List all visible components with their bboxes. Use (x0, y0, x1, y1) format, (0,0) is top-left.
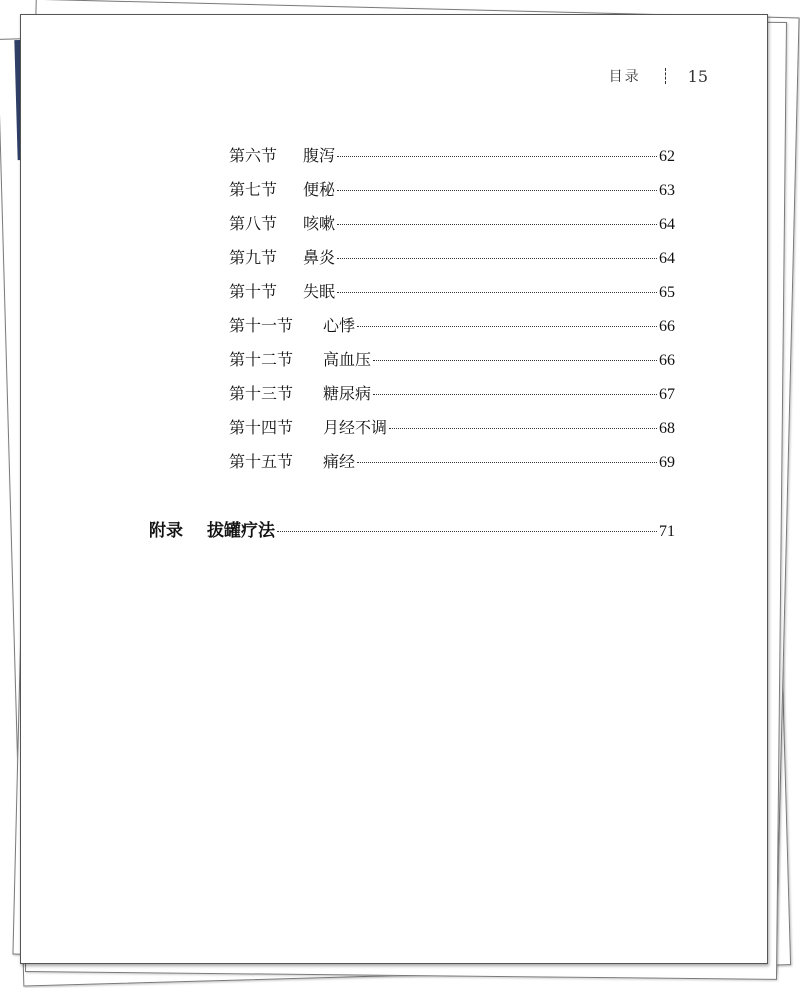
header-section-title: 目录 (608, 69, 641, 85)
dot-leader (337, 156, 657, 157)
header-page-number: 15 (687, 66, 708, 86)
toc-entry-title: 腹泻 (303, 146, 336, 165)
toc-entry[interactable] (229, 177, 675, 200)
toc-appendix-title: 拔罐疗法 (207, 521, 275, 541)
toc-entry[interactable] (229, 143, 675, 166)
dot-leader (337, 258, 657, 259)
dot-leader (373, 394, 657, 395)
toc-entry[interactable] (229, 347, 675, 370)
toc-entry-page: 66 (659, 318, 675, 335)
toc-entry[interactable] (229, 415, 675, 438)
toc-entry-title: 咳嗽 (303, 214, 336, 233)
dot-leader (337, 292, 657, 293)
dot-leader (337, 224, 657, 225)
dot-leader (357, 462, 657, 463)
toc-entry-title: 糖尿病 (323, 384, 372, 403)
toc-entry[interactable] (229, 211, 675, 234)
toc-entry-title: 鼻炎 (303, 248, 336, 267)
dot-leader (357, 326, 657, 327)
toc-appendix-page: 71 (659, 523, 675, 540)
toc-entry[interactable] (229, 449, 675, 472)
toc-appendix-number: 附录 (149, 521, 183, 541)
toc-entry-number: 第十一节 (229, 316, 294, 335)
toc-entry-number: 第十三节 (229, 384, 294, 403)
toc-entry-number: 第七节 (229, 180, 278, 199)
toc-entry-number: 第十四节 (229, 418, 294, 437)
toc-entry-page: 69 (659, 454, 675, 471)
toc-entry-page: 65 (659, 284, 675, 301)
dot-leader (337, 190, 657, 191)
toc-entry-page: 66 (659, 352, 675, 369)
toc-entry-number: 第十五节 (229, 452, 294, 471)
toc-entry-number: 第九节 (229, 248, 278, 267)
toc-entry-number: 第十节 (229, 282, 278, 301)
dot-leader (277, 531, 657, 532)
toc-entry[interactable] (229, 313, 675, 336)
toc-entry-title: 便秘 (303, 180, 336, 199)
toc-entry[interactable] (229, 245, 675, 268)
toc-entry-number: 第六节 (229, 146, 278, 165)
toc-entry-title: 高血压 (323, 350, 372, 369)
dot-leader (389, 428, 657, 429)
toc-entry-page: 64 (659, 250, 675, 267)
toc-entry-title: 失眠 (303, 282, 336, 301)
toc-entry-title: 心悸 (323, 316, 356, 335)
toc-entry-page: 68 (659, 420, 675, 437)
toc-entry-page: 64 (659, 216, 675, 233)
toc-entry[interactable] (229, 279, 675, 302)
toc-entry-page: 62 (659, 148, 675, 165)
toc-entry-title: 月经不调 (323, 418, 388, 437)
toc-entry[interactable] (229, 381, 675, 404)
toc-entry-number: 第八节 (229, 214, 278, 233)
toc-entry-page: 63 (659, 182, 675, 199)
dot-leader (373, 360, 657, 361)
toc-entry-page: 67 (659, 386, 675, 403)
toc-entry-number: 第十二节 (229, 350, 294, 369)
toc-entry-title: 痛经 (323, 452, 356, 471)
toc-appendix-entry[interactable] (149, 516, 675, 541)
